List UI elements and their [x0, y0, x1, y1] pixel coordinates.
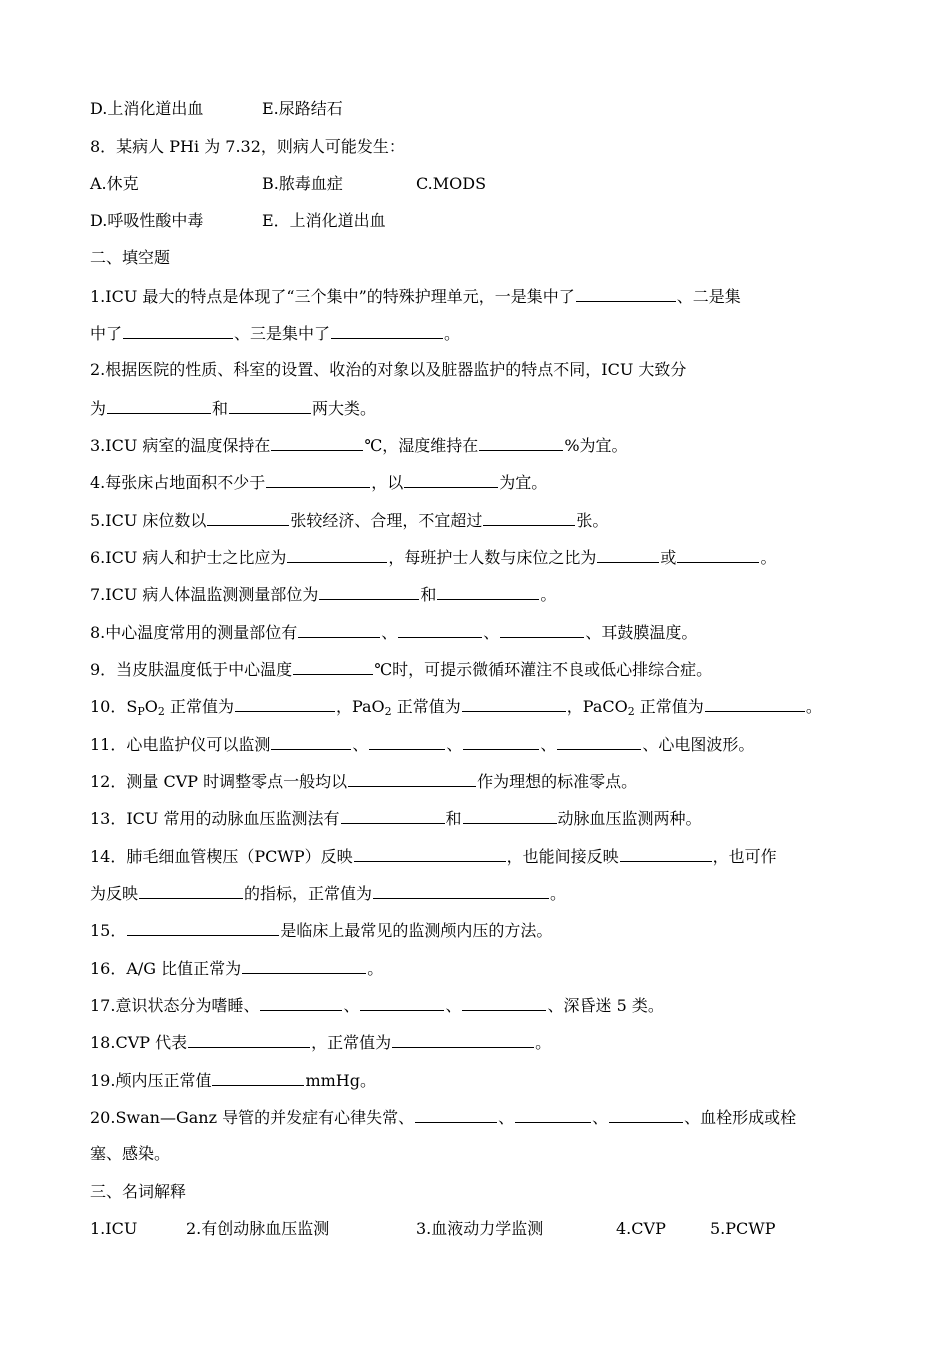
- blank[interactable]: [677, 545, 759, 563]
- text: 和: [445, 809, 462, 828]
- fill-q8: [90, 620, 862, 644]
- option-c: C.MODS: [416, 174, 487, 193]
- text: 6.ICU 病人和护士之比应为: [90, 548, 287, 567]
- text: 14．肺毛细血管楔压（PCWP）反映: [90, 847, 353, 866]
- text: 10．S: [90, 697, 138, 716]
- blank[interactable]: [354, 844, 506, 862]
- text: 正常值为: [634, 697, 704, 716]
- blank[interactable]: [392, 1030, 534, 1048]
- text: 、: [498, 1108, 515, 1127]
- fill-q5: [90, 508, 862, 532]
- fill-q18: [90, 1030, 862, 1054]
- text: 、: [483, 623, 500, 642]
- text: mmHg。: [305, 1071, 376, 1090]
- text: 12．测量 CVP 时调整零点一般均以: [90, 772, 348, 791]
- fill-q16: [90, 956, 862, 980]
- blank[interactable]: [266, 470, 370, 488]
- term-item: 5.PCWP: [710, 1219, 776, 1238]
- blank[interactable]: [515, 1105, 591, 1123]
- blank[interactable]: [437, 582, 539, 600]
- text: 7.ICU 病人体温监测测量部位为: [90, 585, 319, 604]
- blank[interactable]: [127, 918, 279, 936]
- fill-q6: [90, 545, 862, 569]
- blank[interactable]: [483, 508, 575, 526]
- blank[interactable]: [319, 582, 419, 600]
- text: 、: [592, 1108, 609, 1127]
- text: 16．A/G 比值正常为: [90, 959, 242, 978]
- text: 动脉血压监测两种。: [557, 809, 702, 828]
- text: 。: [535, 1033, 552, 1052]
- text: 。: [805, 697, 822, 716]
- text: 15．: [90, 921, 127, 940]
- fill-q2-line2: [90, 396, 862, 420]
- fill-q13: [90, 806, 862, 830]
- text: 3.ICU 病室的温度保持在: [90, 436, 271, 455]
- blank[interactable]: [260, 993, 342, 1011]
- blank[interactable]: [188, 1030, 310, 1048]
- blank[interactable]: [348, 769, 476, 787]
- q8-stem: 8．某病人 PHi 为 7.32，则病人可能发生：: [90, 137, 405, 156]
- text: ℃时，可提示微循环灌注不良或低心排综合症。: [374, 660, 713, 679]
- text: 张。: [576, 511, 609, 530]
- text: 、深昏迷 5 类。: [547, 996, 664, 1015]
- text: ，每班护士人数与床位之比为: [388, 548, 597, 567]
- blank[interactable]: [242, 956, 366, 974]
- blank[interactable]: [229, 396, 311, 414]
- blank[interactable]: [293, 657, 373, 675]
- fill-q19: [90, 1068, 862, 1092]
- fill-q9: [90, 657, 862, 681]
- text: 、: [446, 735, 463, 754]
- fill-q7: [90, 582, 862, 606]
- text: 19.颅内压正常值: [90, 1071, 212, 1090]
- text: 。: [540, 585, 557, 604]
- text: 、耳鼓膜温度。: [585, 623, 698, 642]
- blank[interactable]: [463, 806, 557, 824]
- blank[interactable]: [373, 881, 549, 899]
- blank[interactable]: [576, 284, 676, 302]
- blank[interactable]: [271, 732, 351, 750]
- text: 、二是集: [676, 287, 741, 306]
- fill-q11: [90, 732, 862, 756]
- text: 为反映: [90, 884, 139, 903]
- text: 。: [367, 959, 384, 978]
- blank[interactable]: [462, 993, 546, 1011]
- text: ，PaCO: [566, 697, 628, 716]
- fill-q3: [90, 433, 862, 457]
- blank[interactable]: [139, 881, 243, 899]
- text: 、: [445, 996, 462, 1015]
- subscript: 2: [384, 705, 392, 718]
- blank[interactable]: [557, 732, 641, 750]
- fill-q1-line2: [90, 321, 862, 345]
- text: ，PaO: [335, 697, 385, 716]
- text: ，也可作: [712, 847, 777, 866]
- blank[interactable]: [207, 508, 289, 526]
- fill-q15: [90, 918, 862, 942]
- blank[interactable]: [463, 732, 539, 750]
- text: 。: [550, 884, 567, 903]
- text: 为: [90, 399, 107, 418]
- text: 作为理想的标准零点。: [477, 772, 638, 791]
- text: ℃，湿度维持在: [364, 436, 479, 455]
- text: 和: [212, 399, 229, 418]
- text: ，正常值为: [311, 1033, 392, 1052]
- subscript: 2: [627, 705, 635, 718]
- text: 是临床上最常见的监测颅内压的方法。: [280, 921, 553, 940]
- blank[interactable]: [597, 545, 659, 563]
- text: ，以: [371, 473, 404, 492]
- text: 9．当皮肤温度低于中心温度: [90, 660, 293, 679]
- fill-q4: [90, 470, 862, 494]
- blank[interactable]: [341, 806, 445, 824]
- text: 、: [381, 623, 398, 642]
- text: 4.每张床占地面积不少于: [90, 473, 266, 492]
- option-a: A.休克: [90, 174, 139, 193]
- fill-q14-line2: [90, 881, 862, 905]
- blank[interactable]: [287, 545, 387, 563]
- term-item: 2.有创动脉血压监测: [186, 1219, 330, 1238]
- fill-q14-line1: [90, 844, 862, 868]
- subscript: P: [137, 705, 145, 718]
- text: ，也能间接反映: [506, 847, 619, 866]
- blank[interactable]: [123, 321, 233, 339]
- text: 、心电图波形。: [642, 735, 755, 754]
- text: 。: [760, 548, 777, 567]
- text: 、: [540, 735, 557, 754]
- option-e: E．上消化道出血: [262, 211, 386, 230]
- blank[interactable]: [404, 470, 498, 488]
- text: 或: [660, 548, 677, 567]
- blank[interactable]: [500, 620, 584, 638]
- text: 、三是集中了: [234, 324, 331, 343]
- q8-options-row2: [90, 209, 590, 233]
- term-item: 1.ICU: [90, 1219, 138, 1238]
- text: 两大类。: [312, 399, 377, 418]
- text: 为宜。: [499, 473, 548, 492]
- blank[interactable]: [398, 620, 482, 638]
- text: 正常值为: [164, 697, 234, 716]
- terms-row: [90, 1217, 862, 1241]
- text: 正常值为: [391, 697, 461, 716]
- blank[interactable]: [609, 1105, 683, 1123]
- text: 13．ICU 常用的动脉血压监测法有: [90, 809, 340, 828]
- section-heading-terms: 三、名词解释: [90, 1182, 187, 1201]
- fill-q1-line1: [90, 284, 862, 308]
- fill-q2-line1: 2.根据医院的性质、科室的设置、收治的对象以及脏器监护的特点不同，ICU 大致分: [90, 360, 687, 379]
- blank[interactable]: [107, 396, 211, 414]
- blank[interactable]: [479, 433, 563, 451]
- term-item: 4.CVP: [616, 1219, 666, 1238]
- text: 、: [352, 735, 369, 754]
- section-heading-fill-in: 二、填空题: [90, 248, 171, 267]
- text: O: [144, 697, 158, 716]
- blank[interactable]: [415, 1105, 497, 1123]
- subscript: 2: [157, 705, 165, 718]
- fill-q17: [90, 993, 862, 1017]
- blank[interactable]: [360, 993, 444, 1011]
- blank[interactable]: [705, 694, 805, 712]
- text: 20.Swan—Ganz 导管的并发症有心律失常、: [90, 1108, 415, 1127]
- term-item: 3.血液动力学监测: [416, 1219, 544, 1238]
- text: 张较经济、合理，不宜超过: [290, 511, 483, 530]
- text: 、血栓形成或栓: [684, 1108, 797, 1127]
- blank[interactable]: [271, 433, 363, 451]
- blank[interactable]: [212, 1068, 304, 1086]
- text: 1.ICU 最大的特点是体现了“三个集中”的特殊护理单元，一是集中了: [90, 287, 575, 306]
- fill-q12: [90, 769, 862, 793]
- option-e: E.尿路结石: [262, 99, 343, 118]
- option-d: D.上消化道出血: [90, 99, 204, 118]
- option-d: D.呼吸性酸中毒: [90, 211, 204, 230]
- blank[interactable]: [235, 694, 335, 712]
- q8-options-row1: [90, 172, 590, 196]
- text: %为宜。: [564, 436, 628, 455]
- text: 18.CVP 代表: [90, 1033, 188, 1052]
- fill-q20-line1: [90, 1105, 862, 1129]
- text: 5.ICU 床位数以: [90, 511, 207, 530]
- text: 的指标，正常值为: [244, 884, 373, 903]
- text: 和: [420, 585, 437, 604]
- q7-options-row: [90, 97, 490, 121]
- text: 中了: [90, 324, 123, 343]
- blank[interactable]: [298, 620, 380, 638]
- blank[interactable]: [620, 844, 712, 862]
- text: 。: [444, 324, 461, 343]
- fill-q20-line2: 塞、感染。: [90, 1144, 171, 1163]
- blank[interactable]: [462, 694, 566, 712]
- option-b: B.脓毒血症: [262, 174, 343, 193]
- text: 11．心电监护仪可以监测: [90, 735, 271, 754]
- blank[interactable]: [369, 732, 445, 750]
- text: 8.中心温度常用的测量部位有: [90, 623, 298, 642]
- text: 、: [343, 996, 360, 1015]
- fill-q10: [90, 694, 862, 718]
- blank[interactable]: [331, 321, 443, 339]
- text: 17.意识状态分为嗜睡、: [90, 996, 260, 1015]
